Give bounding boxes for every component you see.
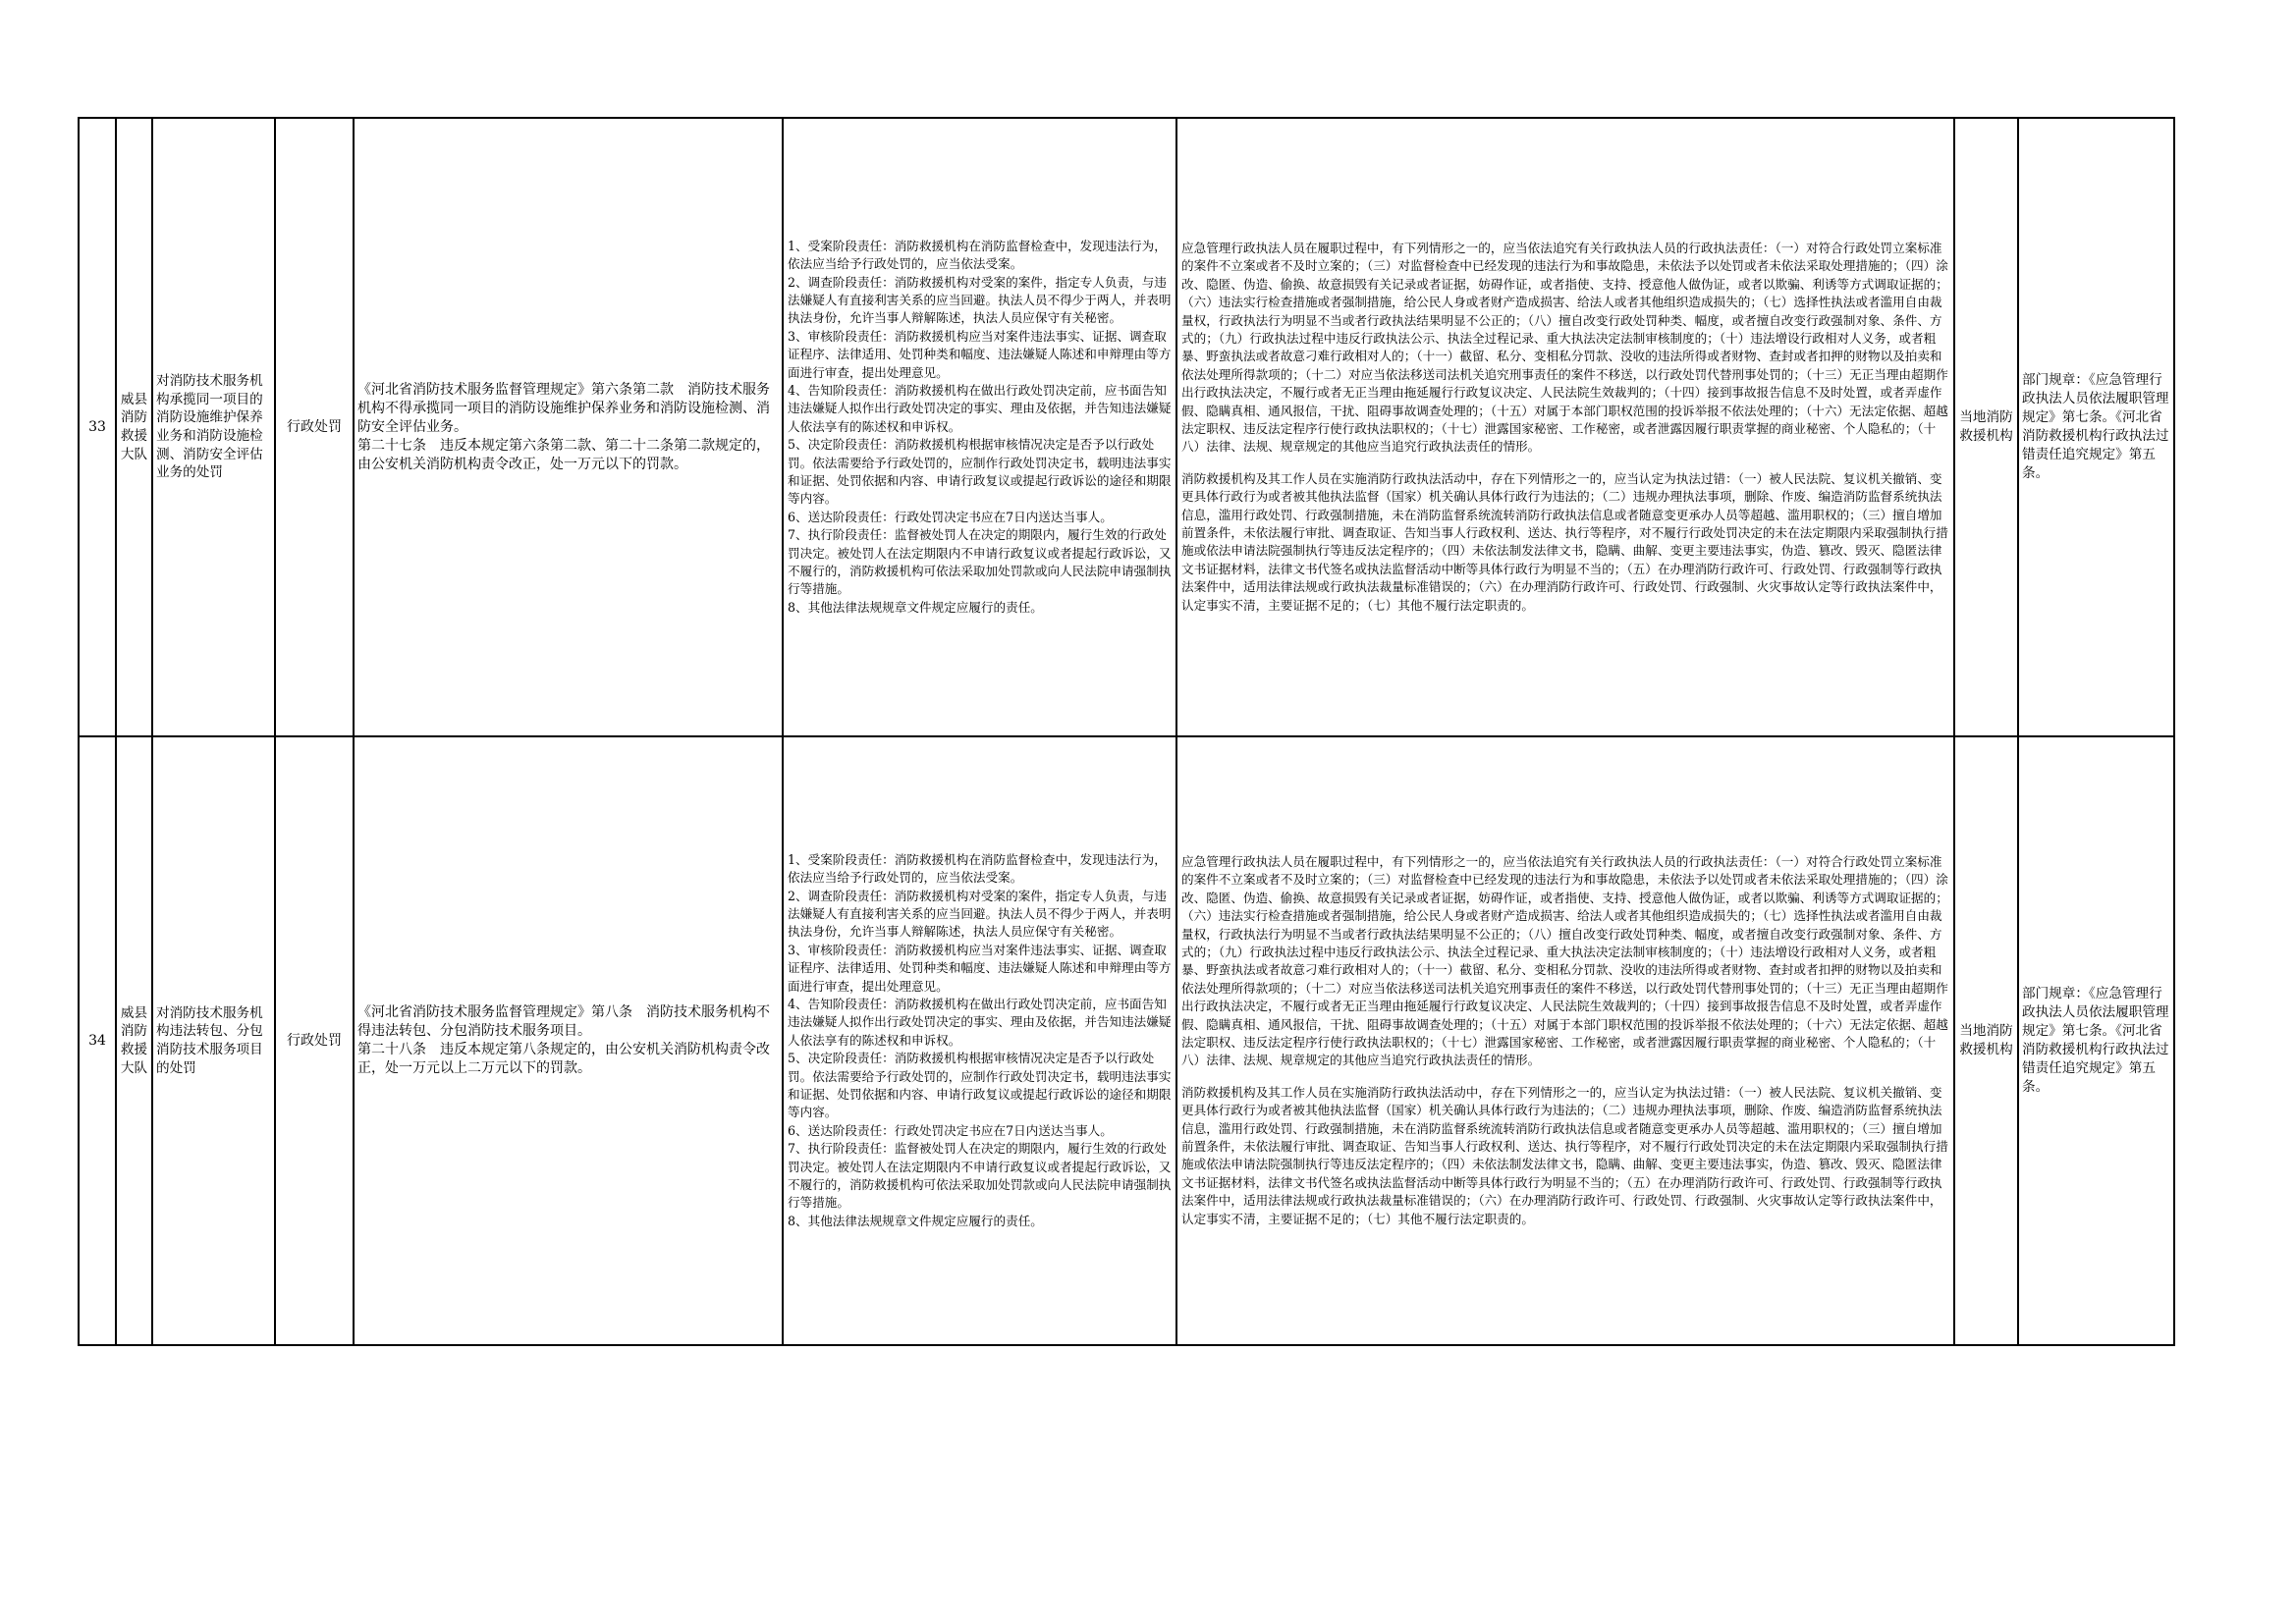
responsible-department: 当地消防救援机构: [1954, 118, 2018, 736]
responsibility-item: 4、告知阶段责任：消防救援机构在做出行政处罚决定前，应书面告知违法嫌疑人拟作出行政处罚决定的事实、理由及依据，并告知违法嫌疑人依法享有的陈述权和申诉权。: [788, 382, 1172, 434]
power-type: 行政处罚: [275, 736, 354, 1345]
responsibility-item: 5、决定阶段责任：消防救援机构根据审核情况决定是否予以行政处罚。依法需要给予行政处罚的，应制作行政处罚决定书，载明违法事实和证据、处罚依据和内容、申请行政复议或提起行政诉讼的途径和期限等内容。: [788, 1051, 1172, 1120]
responsibility-item: 3、审核阶段责任：消防救援机构应当对案件违法事实、证据、调查取证程序、法律适用、处罚种类和幅度、违法嫌疑人陈述和申辩理由等方面进行审查，提出处理意见。: [788, 942, 1172, 994]
responsibility-item: 6、送达阶段责任：行政处罚决定书应在7日内送达当事人。: [788, 509, 1113, 524]
accountability-text: [1176, 736, 1954, 1345]
legal-basis: [354, 118, 783, 736]
responsibility-item: 8、其他法律法规规章文件规定应履行的责任。: [788, 599, 1043, 615]
responsibility-item: 3、审核阶段责任：消防救援机构应当对案件违法事实、证据、调查取证程序、法律适用、处罚种类和幅度、违法嫌疑人陈述和申辩理由等方面进行审查，提出处理意见。: [788, 328, 1172, 380]
responsibility-item: 2、调查阶段责任：消防救援机构对受案的案件，指定专人负责，与违法嫌疑人有直接利害关系的应当回避。执法人员不得少于两人，并表明执法身份，允许当事人辩解陈述，执法人员应保守有关秘密。: [788, 274, 1172, 326]
accountability-paragraph: 消防救援机构及其工作人员在实施消防行政执法活动中，存在下列情形之一的，应当认定为执法过错：（一）被人民法院、复议机关撤销、变更具体行政行为或者被其他执法监督（国家）机关确认具体行政行为违法的；（二）违规办理执法事项，删除、作废、编造消防监督系统执法信息，滥用行政处罚、行政强制措施，未在消防监督系统流转消防行政执法信息或者随意变更承办人员等超越、滥用职权的；（三）擅自增加前置条件，未依法履行审批、调查取证、告知当事人行政权利、送达、执行等程序，对不履行行政处罚决定的未在法定期限内采取强制执行措施或依法申请法院强制执行等违反法定程序的；（四）未依法制发法律文书，隐瞒、曲解、变更主要违法事实，伪造、篡改、毁灭、隐匿法律文书证据材料，法律文书代签名或执法监督活动中断等具体行政行为明显不当的；（五）在办理消防行政许可、行政处罚、行政强制等行政执法案件中，适用法律法规或行政执法裁量标准错误的；（六）在办理消防行政许可、行政处罚、行政强制、火灾事故认定等行政执法案件中，认定事实不清，主要证据不足的；（七）其他不履行法定职责的。: [1181, 1084, 1948, 1226]
table-row: [79, 736, 2174, 1345]
power-item-name: 对消防技术服务机构违法转包、分包消防技术服务项目的处罚: [152, 736, 275, 1345]
legal-basis-paragraph: 《河北省消防技术服务监督管理规定》第八条 消防技术服务机构不得违法转包、分包消防技术服务项目。: [357, 1004, 770, 1039]
responsibility-item: 5、决定阶段责任：消防救援机构根据审核情况决定是否予以行政处罚。依法需要给予行政处罚的，应制作行政处罚决定书，载明违法事实和证据、处罚依据和内容、申请行政复议或提起行政诉讼的途径和期限等内容。: [788, 437, 1172, 507]
power-item-name: 对消防技术服务机构承揽同一项目的消防设施维护保养业务和消防设施检测、消防安全评估业务的处罚: [152, 118, 275, 736]
responsibility-items: [783, 118, 1176, 736]
power-type: 行政处罚: [275, 118, 354, 736]
responsibility-item: 7、执行阶段责任：监督被处罚人在决定的期限内，履行生效的行政处罚决定。被处罚人在法定期限内不申请行政复议或者提起行政诉讼，又不履行的，消防救援机构可依法采取加处罚款或向人民法院申请强制执行等措施。: [788, 1141, 1172, 1211]
enforcement-unit: 威县消防救援大队: [116, 736, 152, 1345]
accountability-text: [1176, 118, 1954, 736]
legal-basis: [354, 736, 783, 1345]
responsibility-item: 2、调查阶段责任：消防救援机构对受案的案件，指定专人负责，与违法嫌疑人有直接利害关系的应当回避。执法人员不得少于两人，并表明执法身份，允许当事人辩解陈述，执法人员应保守有关秘密。: [788, 888, 1172, 940]
table-row: [79, 118, 2174, 736]
accountability-regulation: 部门规章：《应急管理行政执法人员依法履职管理规定》第七条。《河北省消防救援机构行政执法过错责任追究规定》第五条。: [2018, 736, 2174, 1345]
responsibility-item: 4、告知阶段责任：消防救援机构在做出行政处罚决定前，应书面告知违法嫌疑人拟作出行政处罚决定的事实、理由及依据，并告知违法嫌疑人依法享有的陈述权和申诉权。: [788, 996, 1172, 1048]
responsibility-item: 8、其他法律法规规章文件规定应履行的责任。: [788, 1213, 1043, 1228]
row-number: 34: [79, 736, 116, 1345]
accountability-paragraph: 消防救援机构及其工作人员在实施消防行政执法活动中，存在下列情形之一的，应当认定为执法过错：（一）被人民法院、复议机关撤销、变更具体行政行为或者被其他执法监督（国家）机关确认具体行政行为违法的；（二）违规办理执法事项，删除、作废、编造消防监督系统执法信息，滥用行政处罚、行政强制措施，未在消防监督系统流转消防行政执法信息或者随意变更承办人员等超越、滥用职权的；（三）擅自增加前置条件，未依法履行审批、调查取证、告知当事人行政权利、送达、执行等程序，对不履行行政处罚决定的未在法定期限内采取强制执行措施或依法申请法院强制执行等违反法定程序的；（四）未依法制发法律文书，隐瞒、曲解、变更主要违法事实，伪造、篡改、毁灭、隐匿法律文书证据材料，法律文书代签名或执法监督活动中断等具体行政行为明显不当的；（五）在办理消防行政许可、行政处罚、行政强制等行政执法案件中，适用法律法规或行政执法裁量标准错误的；（六）在办理消防行政许可、行政处罚、行政强制、火灾事故认定等行政执法案件中，认定事实不清，主要证据不足的；（七）其他不履行法定职责的。: [1181, 470, 1948, 613]
accountability-paragraph: 应急管理行政执法人员在履职过程中，有下列情形之一的，应当依法追究有关行政执法人员的行政执法责任：（一）对符合行政处罚立案标准的案件不立案或者不及时立案的；（三）对监督检查中已经发现的违法行为和事故隐患，未依法予以处罚或者未依法采取处理措施的；（四）涂改、隐匿、伪造、偷换、故意损毁有关记录或者证据，妨碍作证，或者指使、支持、授意他人做伪证，或者以欺骗、利诱等方式调取证据的；（六）违法实行检查措施或者强制措施，给公民人身或者财产造成损害、给法人或者其他组织造成损失的；（七）选择性执法或者滥用自由裁量权，行政执法行为明显不当或者行政执法结果明显不公正的；（八）擅自改变行政处罚种类、幅度，或者擅自改变行政强制对象、条件、方式的；（九）行政执法过程中违反行政执法公示、执法全过程记录、重大执法决定法制审核制度的；（十）违法增设行政相对人义务，或者粗暴、野蛮执法或者故意刁难行政相对人的；（十一）截留、私分、变相私分罚款、没收的违法所得或者财物、查封或者扣押的财物以及拍卖和依法处理所得款项的；（十二）对应当依法移送司法机关追究刑事责任的案件不移送，以行政处罚代替刑事处罚的；（十三）无正当理由超期作出行政执法决定，不履行或者无正当理由拖延履行行政复议决定、人民法院生效裁判的；（十四）接到事故报告信息不及时处置，或者弄虚作假、隐瞒真相、通风报信，干扰、阻碍事故调查处理的；（十五）对属于本部门职权范围的投诉举报不依法处理的；（十六）无法定依据、超越法定职权、违反法定程序行使行政执法职权的；（十七）泄露国家秘密、工作秘密，或者泄露因履行职责掌握的商业秘密、个人隐私的；（十八）法律、法规、规章规定的其他应当追究行政执法责任的情形。: [1181, 853, 1948, 1068]
responsibility-item: 1、受案阶段责任：消防救援机构在消防监督检查中，发现违法行为，依法应当给予行政处罚的，应当依法受案。: [788, 851, 1167, 886]
enforcement-table: [78, 117, 2175, 1346]
legal-basis-paragraph: 第二十七条 违反本规定第六条第二款、第二十二条第二款规定的，由公安机关消防机构责令改正，处一万元以下的罚款。: [357, 437, 770, 472]
legal-basis-paragraph: 《河北省消防技术服务监督管理规定》第六条第二款 消防技术服务机构不得承揽同一项目的消防设施维护保养业务和消防设施检测、消防安全评估业务。: [357, 381, 770, 435]
accountability-regulation: 部门规章：《应急管理行政执法人员依法履职管理规定》第七条。《河北省消防救援机构行政执法过错责任追究规定》第五条。: [2018, 118, 2174, 736]
responsibility-item: 6、送达阶段责任：行政处罚决定书应在7日内送达当事人。: [788, 1122, 1113, 1138]
responsibility-item: 1、受案阶段责任：消防救援机构在消防监督检查中，发现违法行为，依法应当给予行政处罚的，应当依法受案。: [788, 238, 1167, 272]
responsible-department: 当地消防救援机构: [1954, 736, 2018, 1345]
accountability-paragraph: 应急管理行政执法人员在履职过程中，有下列情形之一的，应当依法追究有关行政执法人员的行政执法责任：（一）对符合行政处罚立案标准的案件不立案或者不及时立案的；（三）对监督检查中已经发现的违法行为和事故隐患，未依法予以处罚或者未依法采取处理措施的；（四）涂改、隐匿、伪造、偷换、故意损毁有关记录或者证据，妨碍作证，或者指使、支持、授意他人做伪证，或者以欺骗、利诱等方式调取证据的；（六）违法实行检查措施或者强制措施，给公民人身或者财产造成损害、给法人或者其他组织造成损失的；（七）选择性执法或者滥用自由裁量权，行政执法行为明显不当或者行政执法结果明显不公正的；（八）擅自改变行政处罚种类、幅度，或者擅自改变行政强制对象、条件、方式的；（九）行政执法过程中违反行政执法公示、执法全过程记录、重大执法决定法制审核制度的；（十）违法增设行政相对人义务，或者粗暴、野蛮执法或者故意刁难行政相对人的；（十一）截留、私分、变相私分罚款、没收的违法所得或者财物、查封或者扣押的财物以及拍卖和依法处理所得款项的；（十二）对应当依法移送司法机关追究刑事责任的案件不移送，以行政处罚代替刑事处罚的；（十三）无正当理由超期作出行政执法决定，不履行或者无正当理由拖延履行行政复议决定、人民法院生效裁判的；（十四）接到事故报告信息不及时处置，或者弄虚作假、隐瞒真相、通风报信，干扰、阻碍事故调查处理的；（十五）对属于本部门职权范围的投诉举报不依法处理的；（十六）无法定依据、超越法定职权、违反法定程序行使行政执法职权的；（十七）泄露国家秘密、工作秘密，或者泄露因履行职责掌握的商业秘密、个人隐私的；（十八）法律、法规、规章规定的其他应当追究行政执法责任的情形。: [1181, 240, 1948, 455]
enforcement-unit: 威县消防救援大队: [116, 118, 152, 736]
legal-basis-paragraph: 第二十八条 违反本规定第八条规定的，由公安机关消防机构责令改正，处一万元以上二万元以下的罚款。: [357, 1042, 770, 1076]
responsibility-item: 7、执行阶段责任：监督被处罚人在决定的期限内，履行生效的行政处罚决定。被处罚人在法定期限内不申请行政复议或者提起行政诉讼，又不履行的，消防救援机构可依法采取加处罚款或向人民法院申请强制执行等措施。: [788, 527, 1172, 597]
row-number: 33: [79, 118, 116, 736]
responsibility-items: [783, 736, 1176, 1345]
